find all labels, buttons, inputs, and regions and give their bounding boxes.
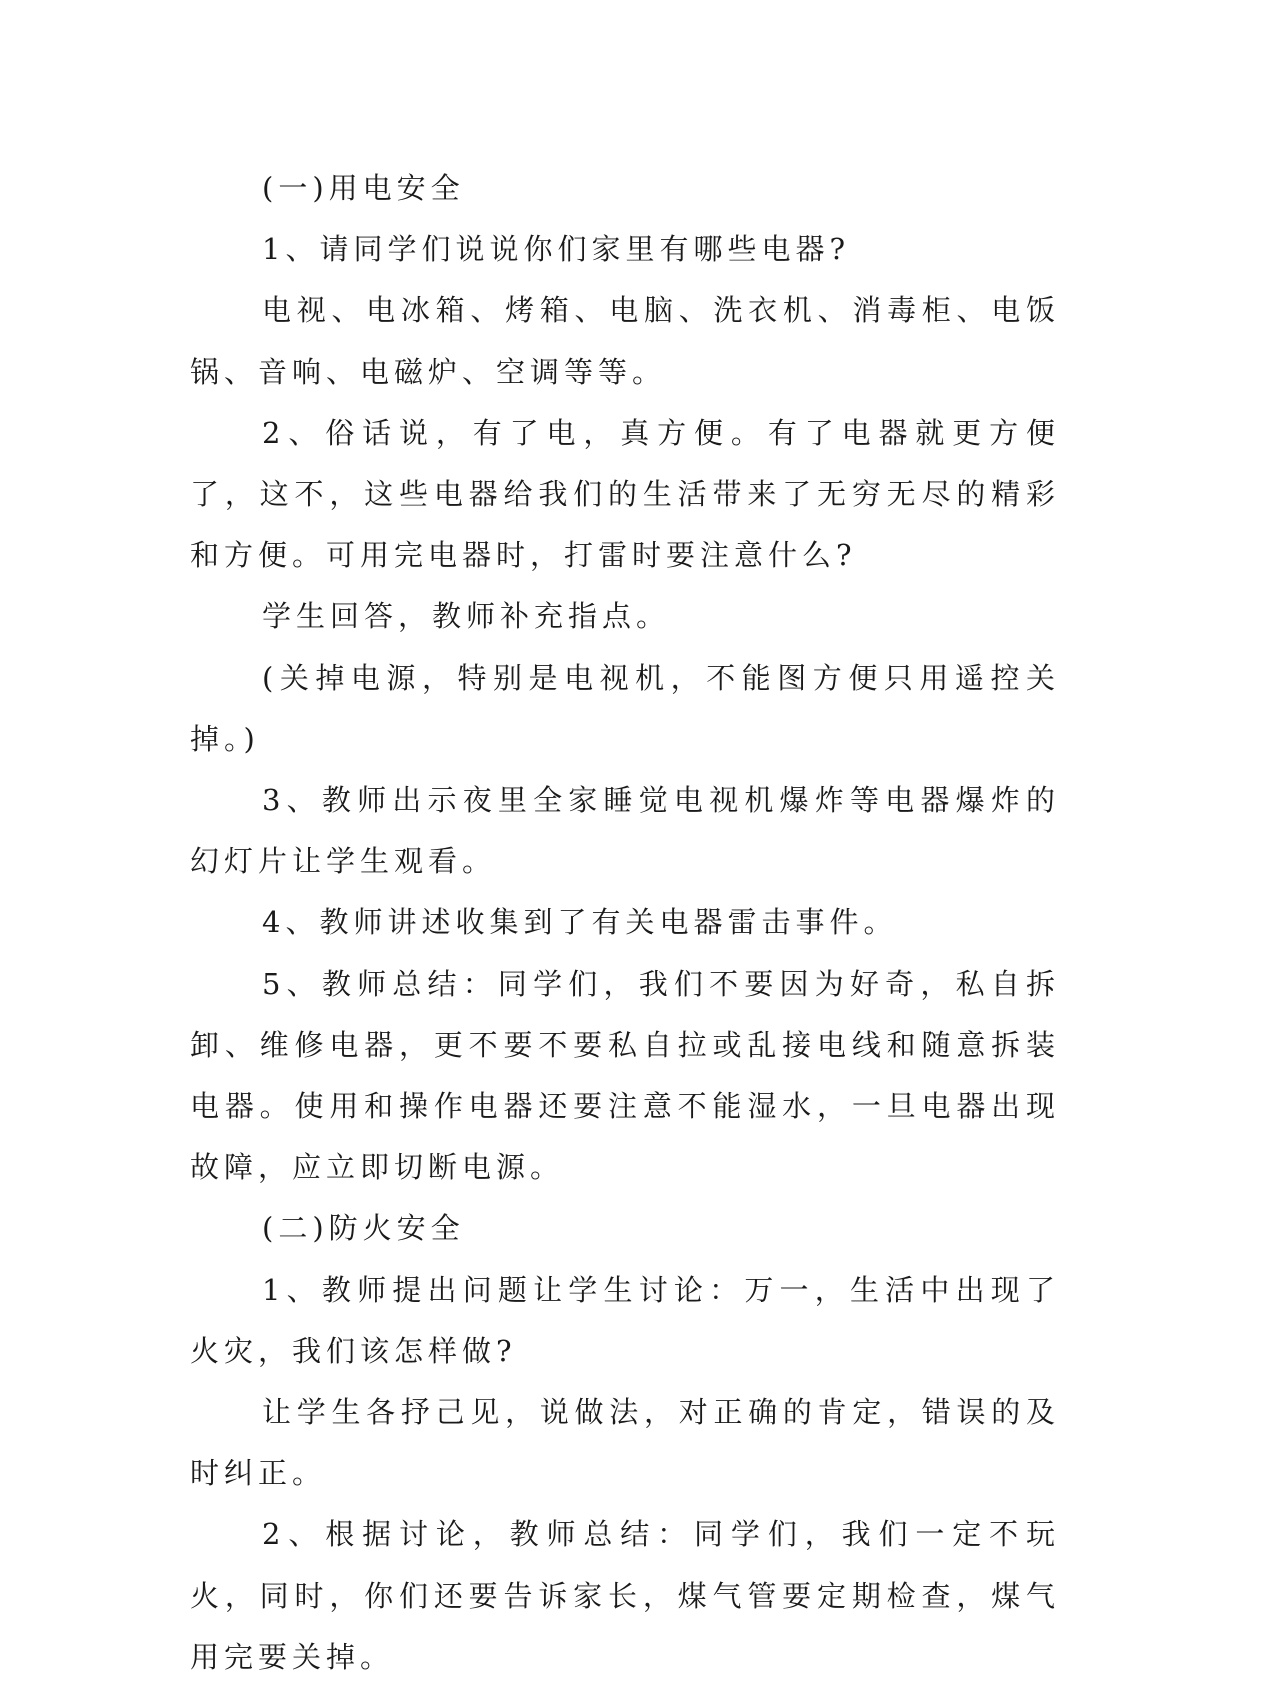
- paragraph: 1、请同学们说说你们家里有哪些电器?: [262, 232, 850, 267]
- section-heading-fire-safety: (二)防火安全: [262, 1211, 465, 1246]
- paragraph: 5、教师总结：同学们，我们不要因为好奇，私自拆卸、维修电器，更不要不要私自拉或乱接电线和随意拆装电器。使用和操作电器还要注意不能湿水，一旦电器出现故障，应立即切断电源。: [190, 966, 1060, 1185]
- paragraph: 1、教师提出问题让学生讨论：万一，生活中出现了火灾，我们该怎样做?: [190, 1272, 1060, 1368]
- paragraph: 2、根据讨论，教师总结：同学们，我们一定不玩火，同时，你们还要告诉家长，煤气管要定期检查，煤气用完要关掉。: [190, 1517, 1060, 1674]
- paragraph: 3、教师出示夜里全家睡觉电视机爆炸等电器爆炸的幻灯片让学生观看。: [190, 783, 1060, 879]
- paragraph: 让学生各抒己见，说做法，对正确的肯定，错误的及时纠正。: [190, 1395, 1060, 1491]
- section-heading-electric-safety: (一)用电安全: [262, 171, 465, 205]
- document-body: [190, 158, 1060, 1688]
- paragraph: 电视、电冰箱、烤箱、电脑、洗衣机、消毒柜、电饭锅、音响、电磁炉、空调等等。: [190, 293, 1060, 389]
- paragraph: 学生回答，教师补充指点。: [262, 599, 671, 634]
- paragraph: 2、俗话说，有了电，真方便。有了电器就更方便了，这不，这些电器给我们的生活带来了无穷无尽的精彩和方便。可用完电器时，打雷时要注意什么?: [190, 415, 1060, 573]
- paragraph: (关掉电源，特别是电视机，不能图方便只用遥控关掉。): [190, 660, 1060, 756]
- paragraph: 4、教师讲述收集到了有关电器雷击事件。: [262, 905, 898, 940]
